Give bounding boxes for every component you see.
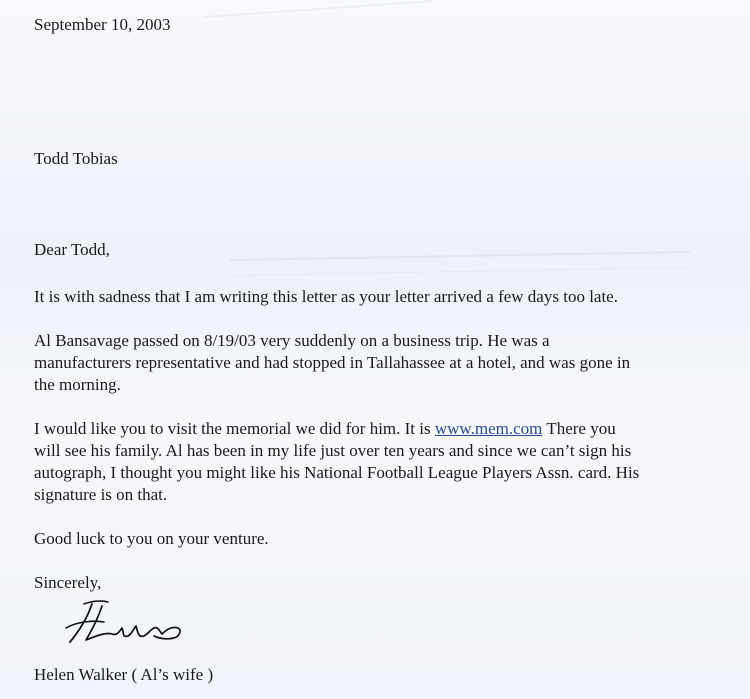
memorial-link[interactable]: www.mem.com bbox=[434, 419, 543, 438]
faint-letterhead-bleedthrough bbox=[203, 0, 437, 78]
signer-name: Helen Walker ( Al’s wife ) bbox=[34, 665, 214, 684]
letter-date: September 10, 2003 bbox=[34, 15, 171, 34]
paragraph-4: Good luck to you on your venture. bbox=[34, 529, 269, 548]
recipient-name: Todd Tobias bbox=[34, 149, 118, 168]
paragraph-2-line-1: Al Bansavage passed on 8/19/03 very suddenly on a business trip. He was a bbox=[34, 331, 550, 350]
closing: Sincerely, bbox=[34, 573, 102, 592]
paragraph-3-line-3: autograph, I thought you might like his National Football League Players Assn. card. His bbox=[34, 463, 640, 482]
paragraph-3-line-2: will see his family. Al has been in my life just over ten years and since we can’t sign his bbox=[34, 441, 632, 460]
paragraph-3-text-b: There you bbox=[542, 419, 616, 438]
paragraph-3-text-a: I would like you to visit the memorial we did for him. It is bbox=[34, 419, 435, 438]
paragraph-3-line-4: signature is on that. bbox=[34, 485, 168, 504]
paragraph-2-line-2: manufacturers representative and had stopped in Tallahassee at a hotel, and was gone in bbox=[34, 353, 631, 372]
paragraph-1: It is with sadness that I am writing this letter as your letter arrived a few days too late. bbox=[34, 287, 618, 306]
paragraph-2-line-3: the morning. bbox=[34, 375, 121, 394]
salutation: Dear Todd, bbox=[34, 240, 110, 259]
handwritten-signature bbox=[62, 598, 202, 646]
paragraph-3-line-1 bbox=[34, 418, 616, 440]
faint-bleedthrough-line bbox=[230, 251, 690, 276]
